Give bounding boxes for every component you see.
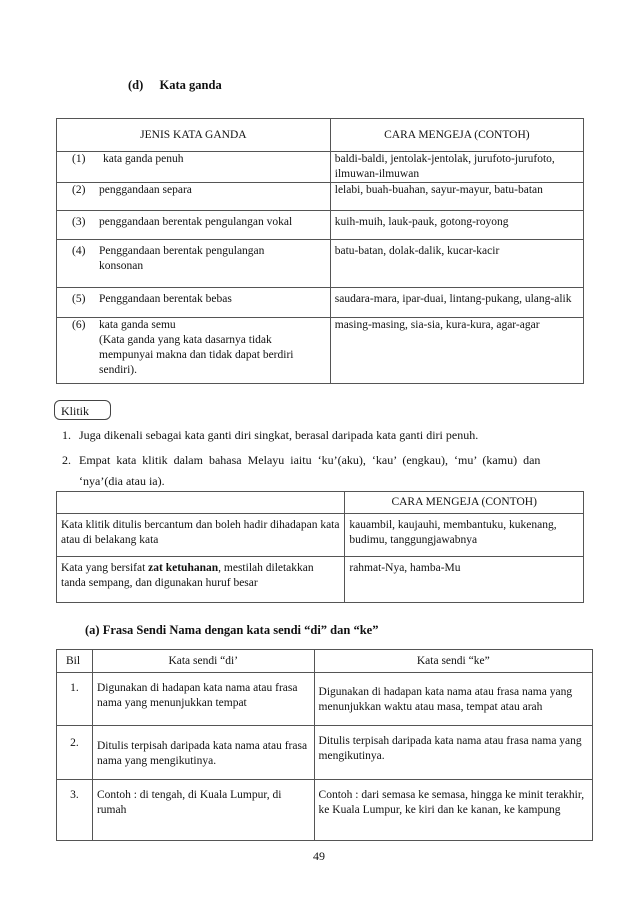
header-bil: Bil — [57, 650, 93, 673]
row-number: (1) — [72, 153, 86, 165]
row-ke: Digunakan di hadapan kata nama atau frasa nama yang menunjukkan waktu atau masa, tempat atau arah — [314, 673, 592, 726]
header-ke: Kata sendi “ke” — [314, 650, 592, 673]
kata-ganda-table — [56, 118, 584, 384]
row-example: batu-batan, dolak-dalik, kucar-kacir — [330, 240, 583, 288]
point-number: 2. — [62, 453, 71, 467]
table-row — [57, 557, 584, 603]
row-bil: 1. — [57, 673, 93, 726]
section-a-heading: (a) Frasa Sendi Nama dengan kata sendi “di” dan “ke” — [85, 623, 379, 637]
table-header-row — [57, 492, 584, 514]
table-row — [57, 726, 593, 780]
point-text: Juga dikenali sebagai kata ganti diri singkat, berasal daripada kata ganti diri penuh. — [79, 428, 479, 442]
row-example: kuih-muih, lauk-pauk, gotong-royong — [330, 211, 583, 240]
row-type: Penggandaan berentak pengulangan konsonan — [99, 245, 265, 272]
row-di: Digunakan di hadapan kata nama atau frasa nama yang menunjukkan tempat — [92, 673, 314, 726]
table-row — [57, 183, 584, 211]
row-example: lelabi, buah-buahan, sayur-mayur, batu-batan — [330, 183, 583, 211]
row-number: (5) — [72, 293, 86, 305]
section-d-title: Kata ganda — [159, 78, 222, 92]
row-type: penggandaan separa — [99, 184, 192, 196]
bold-term: zat ketuhanan — [148, 562, 219, 574]
row-type: kata ganda semu — [99, 319, 176, 331]
section-d-heading — [128, 78, 222, 93]
header-jenis: JENIS KATA GANDA — [57, 119, 331, 152]
table-row — [57, 152, 584, 183]
header-cara: CARA MENGEJA (CONTOH) — [345, 492, 584, 514]
table-row — [57, 318, 584, 384]
page-number: 49 — [313, 849, 325, 863]
row-example: saudara-mara, ipar-duai, lintang-pukang, ulang-alik — [330, 288, 583, 318]
table-row — [57, 211, 584, 240]
row-bil: 3. — [57, 780, 93, 841]
point-number: 1. — [62, 428, 71, 442]
row-example: baldi-baldi, jentolak-jentolak, jurufoto-jurufoto, ilmuwan-ilmuwan — [330, 152, 583, 183]
row-ke: Ditulis terpisah daripada kata nama atau frasa nama yang mengikutinya. — [314, 726, 592, 780]
row-number: (6) — [72, 319, 86, 331]
point-text-line2: ‘nya’(dia atau ia). — [79, 474, 165, 488]
klitik-table — [56, 491, 584, 603]
row-ke: Contoh : dari semasa ke semasa, hingga ke minit terakhir, ke Kuala Lumpur, ke kiri dan ke kanan, ke kampung — [314, 780, 592, 841]
row-type-note: (Kata ganda yang kata dasarnya tidak mempunyai makna dan tidak dapat berdiri sendiri). — [99, 334, 294, 376]
point-text-line1: Empat kata klitik dalam bahasa Melayu iaitu ‘ku’(aku), ‘kau’ (engkau), ‘mu’ (kamu) dan — [79, 453, 541, 467]
rule-example: rahmat-Nya, hamba-Mu — [345, 557, 584, 603]
table-row — [57, 288, 584, 318]
klitik-label-box: Klitik — [54, 400, 111, 420]
row-number: (3) — [72, 216, 86, 228]
table-row — [57, 780, 593, 841]
table-row — [57, 514, 584, 557]
row-type: Penggandaan berentak bebas — [99, 293, 232, 305]
table-header-row — [57, 119, 584, 152]
rule-text: Kata yang bersifat zat ketuhanan, mestilah diletakkan tanda sempang, dan digunakan huruf besar — [57, 557, 345, 603]
header-di: Kata sendi “di’ — [92, 650, 314, 673]
kata-sendi-table — [56, 649, 593, 841]
rule-text: Kata klitik ditulis bercantum dan boleh hadir dihadapan kata atau di belakang kata — [57, 514, 345, 557]
table-row — [57, 673, 593, 726]
row-type: penggandaan berentak pengulangan vokal — [99, 216, 293, 228]
row-number: (4) — [72, 245, 86, 257]
row-example: masing-masing, sia-sia, kura-kura, agar-agar — [330, 318, 583, 384]
row-bil: 2. — [57, 726, 93, 780]
row-di: Contoh : di tengah, di Kuala Lumpur, di rumah — [92, 780, 314, 841]
row-number: (2) — [72, 184, 86, 196]
header-cara: CARA MENGEJA (CONTOH) — [330, 119, 583, 152]
row-di: Ditulis terpisah daripada kata nama atau frasa nama yang mengikutinya. — [92, 726, 314, 780]
table-row — [57, 240, 584, 288]
table-header-row — [57, 650, 593, 673]
section-d-number: (d) — [128, 78, 144, 92]
row-type: kata ganda penuh — [103, 153, 184, 165]
rule-example: kauambil, kaujauhi, membantuku, kukenang, budimu, tanggungjawabnya — [345, 514, 584, 557]
